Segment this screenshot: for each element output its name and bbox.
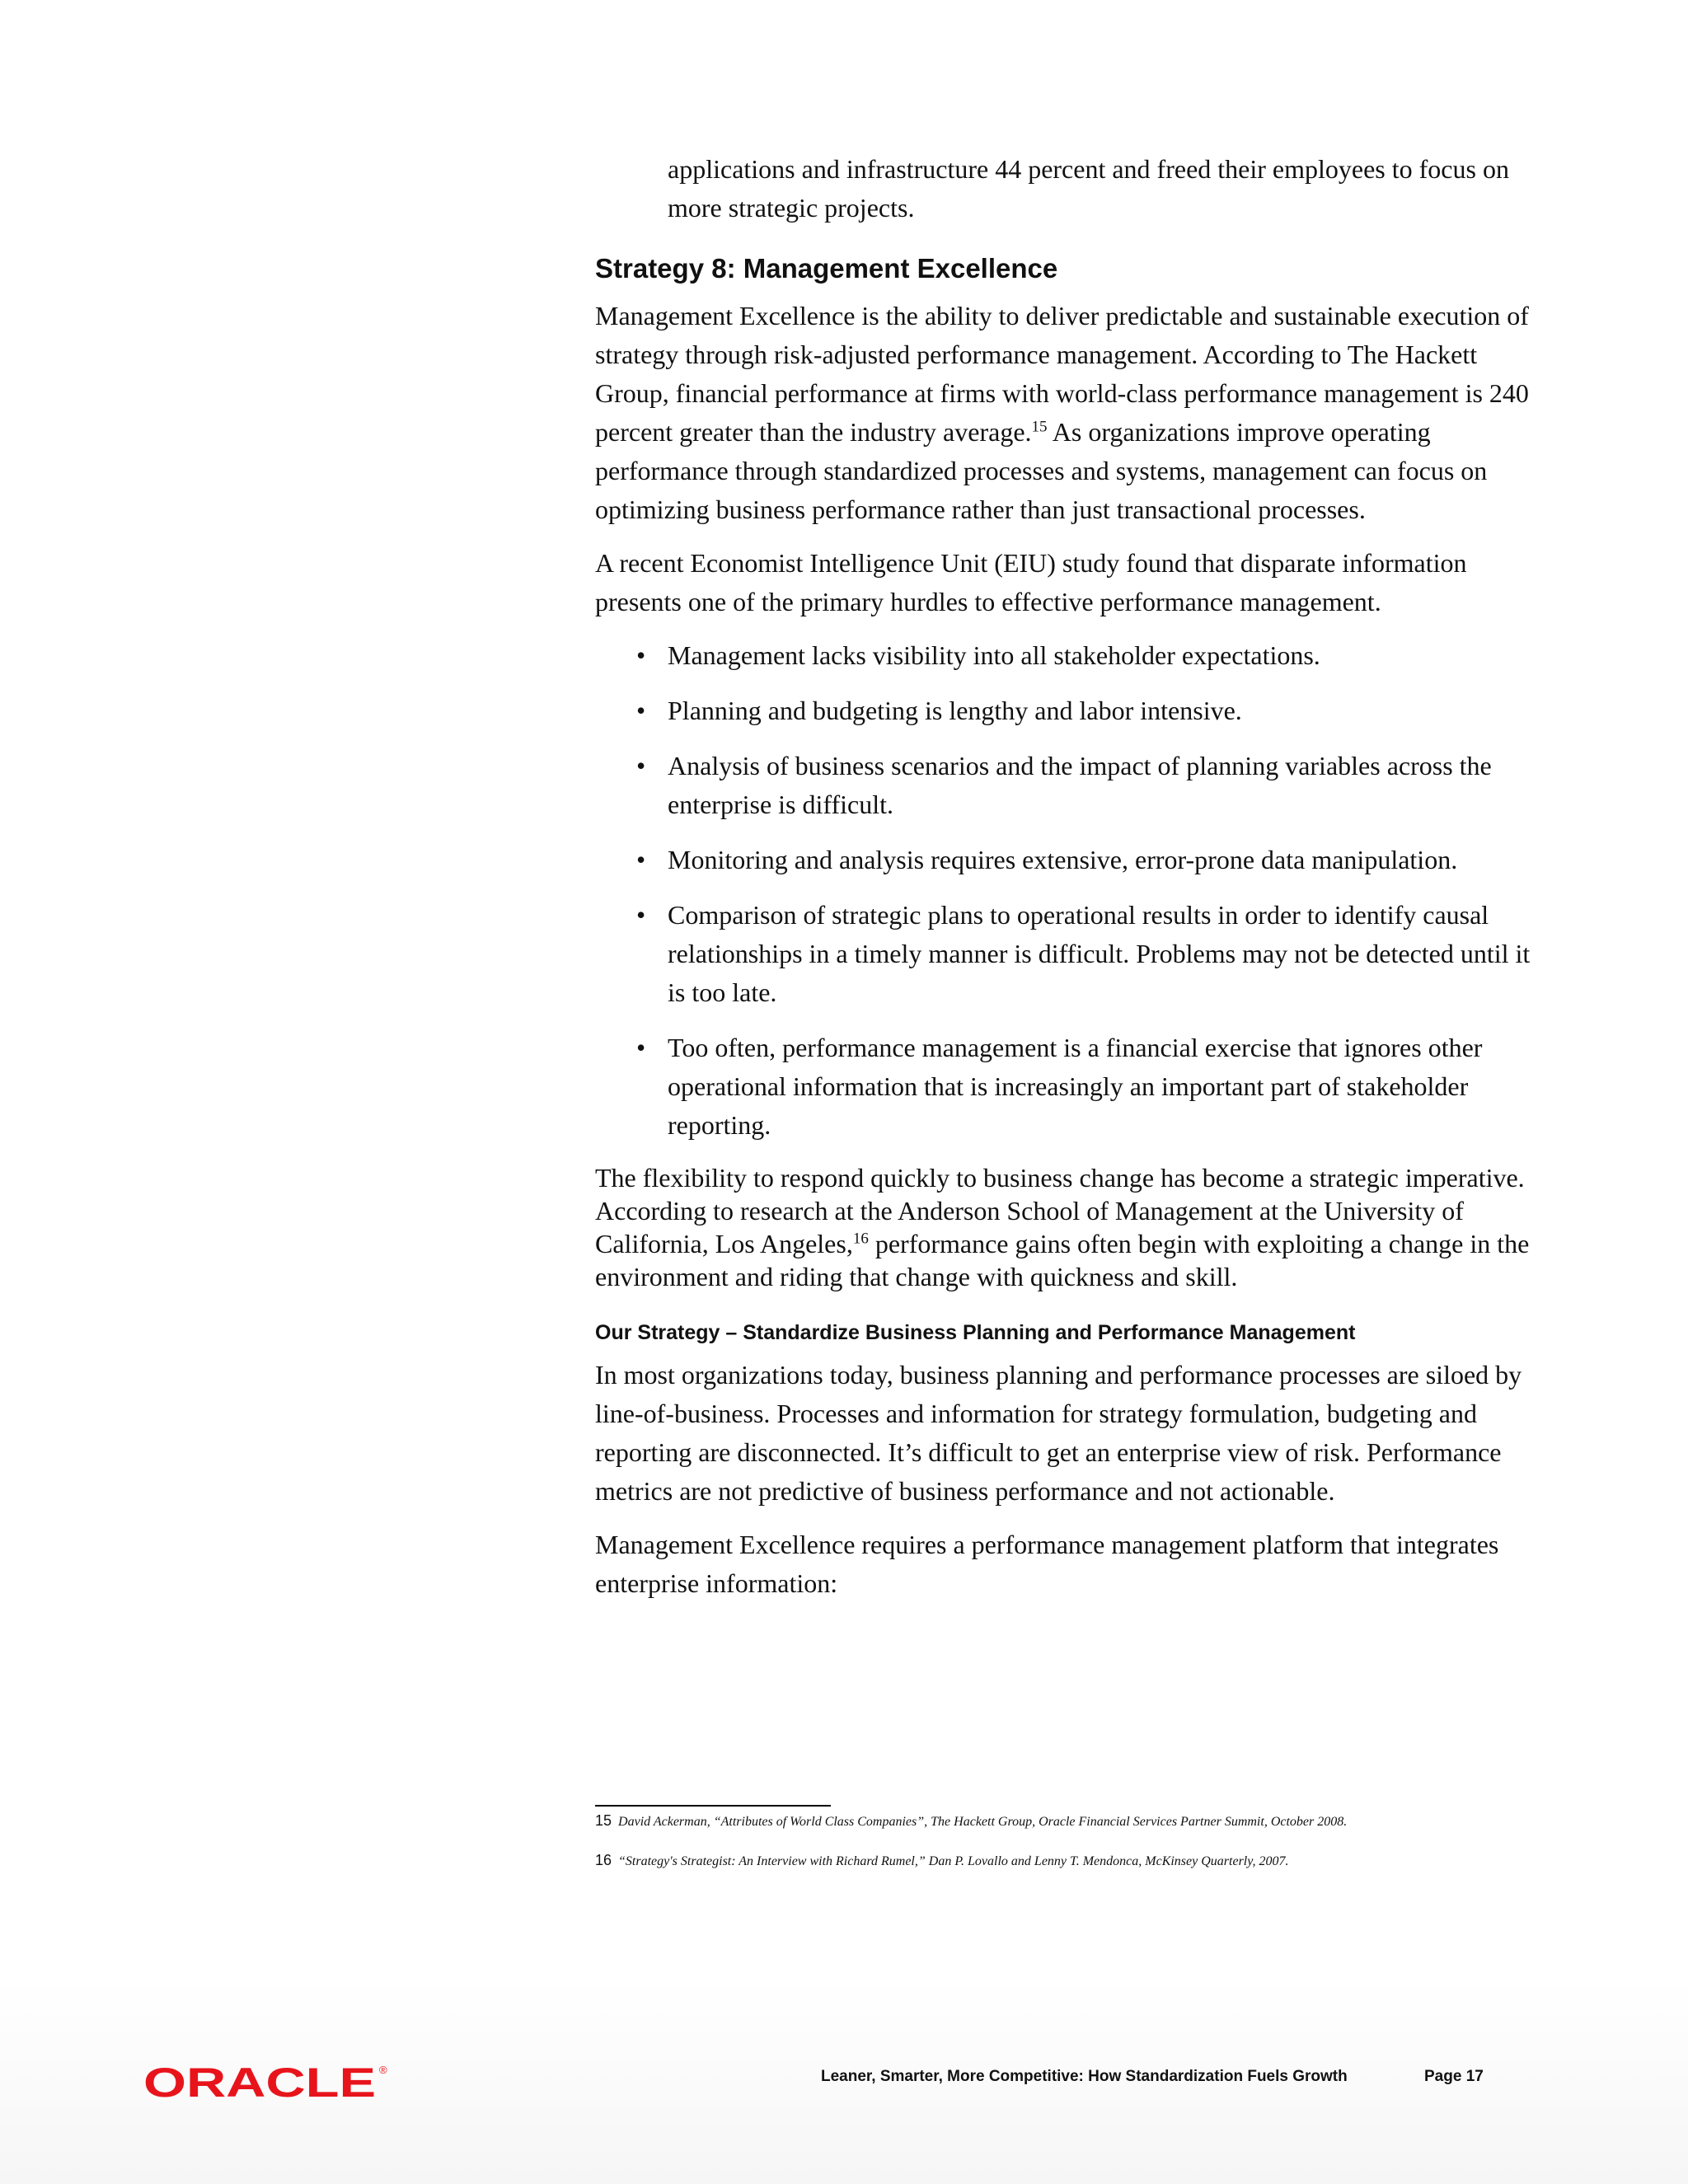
registered-mark-icon: ® — [379, 2064, 387, 2076]
footnote-number: 15 — [595, 1812, 612, 1829]
list-item — [595, 841, 1543, 879]
section-heading: Strategy 8: Management Excellence — [595, 253, 1058, 284]
list-item-text: Analysis of business scenarios and the impact of planning variables across the enterprise is difficult. — [668, 751, 1492, 819]
footnote-number: 16 — [595, 1852, 612, 1868]
list-item-text: Management lacks visibility into all stakeholder expectations. — [668, 640, 1320, 670]
list-item — [595, 896, 1543, 1012]
footnote-ref-15[interactable]: 15 — [1031, 418, 1048, 436]
eiu-paragraph: A recent Economist Intelligence Unit (EIU) study found that disparate information presents one of the primary hurdles to effective performance management. — [595, 548, 1467, 616]
oracle-logo — [143, 2060, 396, 2103]
list-item-text: Monitoring and analysis requires extensive, error-prone data manipulation. — [668, 845, 1458, 874]
footnote-15 — [595, 1811, 1584, 1831]
intro-paragraph — [595, 297, 1543, 529]
intro-paragraph-text: Management Excellence is the ability to deliver predictable and sustainable execution of strategy through risk-adjusted performance management. According to The Hackett Group, financial performance at firms with world-class performance management is 240 percent greater than the industry average. — [595, 301, 1529, 447]
bullet-icon: • — [636, 751, 646, 780]
bullet-icon: • — [636, 696, 646, 725]
continuation-paragraph: applications and infrastructure 44 percent and freed their employees to focus on more strategic projects. — [668, 154, 1509, 223]
siloed-paragraph: In most organizations today, business planning and performance processes are siloed by line-of-business. Processes and information for strategy formulation, budgeting and reporting are disconnected. It’s difficult to get an enterprise view of risk. Performance metrics are not predictive of business performance and not actionable. — [595, 1360, 1522, 1506]
list-item — [595, 636, 1543, 675]
list-item — [595, 747, 1543, 824]
list-item-text: Planning and budgeting is lengthy and labor intensive. — [668, 696, 1242, 725]
flexibility-paragraph-text-cont: performance gains often begin with exploiting a change in the environment and riding that change with quickness and skill. — [595, 1229, 1530, 1291]
bullet-icon: • — [636, 845, 646, 874]
footnote-16 — [595, 1851, 1584, 1871]
bullet-icon: • — [636, 900, 646, 930]
list-item — [595, 1029, 1543, 1145]
oracle-logo-wordmark: ORACLE — [143, 2060, 376, 2103]
footnote-text: “Strategy's Strategist: An Interview with Richard Rumel,” Dan P. Lovallo and Lenny T. Mendonca, McKinsey Quarterly, 2007. — [618, 1854, 1289, 1868]
flexibility-paragraph-text: The flexibility to respond quickly to business change has become a strategic imperative. According to research at the Anderson School of Management at the University of California, Los Angeles, — [595, 1163, 1525, 1258]
footer-page-number: Page 17 — [1424, 2068, 1484, 2085]
main-content — [595, 150, 1543, 1618]
list-item-text: Too often, performance management is a financial exercise that ignores other operational information that is increasingly an important part of stakeholder reporting. — [668, 1033, 1483, 1140]
footnote-divider — [595, 1805, 831, 1807]
list-item — [595, 691, 1543, 730]
list-item-text: Comparison of strategic plans to operational results in order to identify causal relationships in a timely manner is difficult. Problems may not be detected until it is too late. — [668, 900, 1531, 1007]
flexibility-paragraph — [595, 1161, 1543, 1293]
subsection-heading: Our Strategy – Standardize Business Planning and Performance Management — [595, 1321, 1356, 1344]
intro-paragraph-text-cont: As organizations improve operating performance through standardized processes and systems, management can focus on optimizing business performance rather than just transactional processes. — [595, 417, 1488, 524]
bullet-icon: • — [636, 1033, 646, 1062]
platform-paragraph: Management Excellence requires a performance management platform that integrates enterprise information: — [595, 1530, 1499, 1598]
footer-document-title: Leaner, Smarter, More Competitive: How Standardization Fuels Growth — [821, 2068, 1348, 2085]
footnote-ref-16[interactable]: 16 — [852, 1230, 869, 1248]
footnote-text: David Ackerman, “Attributes of World Class Companies”, The Hackett Group, Oracle Financial Services Partner Summit, October 2008. — [618, 1815, 1348, 1829]
hurdles-list — [595, 636, 1543, 1145]
bullet-icon: • — [636, 640, 646, 670]
